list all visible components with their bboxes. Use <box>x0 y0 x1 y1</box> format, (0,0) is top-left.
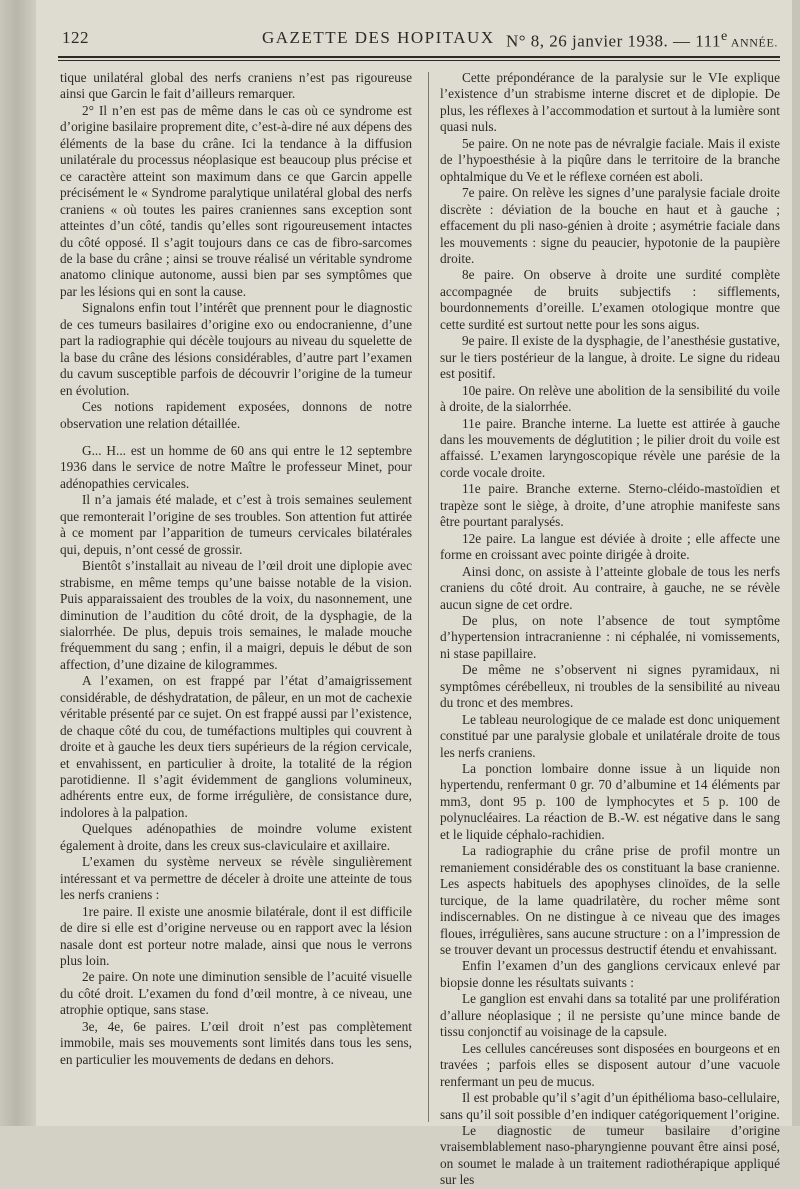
paragraph: A l’examen, on est frappé par l’état d’amaigrissement considérable, de déshydratation, de pâleur, en un mot de cachexie véritable présenté par ce sujet. On est frappé aussi par l’existence, de chaque côté du cou, de tuméfactions multiples qui couvrent à droite et à gauche les deux tiers supérieurs de la région cervicale, et envahissent, en particulier à droite, la totalité de la région parotidienne. Il s’agit évidemment de ganglions volumineux, adhérents entre eux, de forme irrégulière, de consistance dure, indolores à la palpation. <box>60 673 412 820</box>
paragraph: 8e paire. On observe à droite une surdité complète accompagnée de bruits subjectifs : sifflements, bourdonnements d’oreille. L’examen otologique montre que cette surdité est surtout nette pour les sons aigus. <box>440 267 780 332</box>
paragraph: Bientôt s’installait au niveau de l’œil droit une diplopie avec strabisme, en même temps qu’une baisse notable de la vision. Puis apparaissaient des troubles de la voix, du nasonnement, une diminution de l’audition du côté droit, de la dysphagie, de la sialorrhée. De plus, depuis trois semaines, le malade mouche fréquemment du sang ; enfin, il a maigri, depuis le début de son affection, d’une dizaine de kilogrammes. <box>60 558 412 672</box>
paragraph: 3e, 4e, 6e paires. L’œil droit n’est pas complètement immobile, mais ses mouvements sont limités dans tous les sens, en particulier les mouvements de dedans en dehors. <box>60 1018 412 1067</box>
paragraph: Quelques adénopathies de moindre volume existent également à droite, dans les creux sus-claviculaire et axillaire. <box>60 821 412 853</box>
paragraph: 5e paire. On ne note pas de névralgie faciale. Mais il existe de l’hypoesthésie à la piqûre dans le territoire de la branche ophtalmique du Ve et le réflexe cornéen est aboli. <box>440 135 780 184</box>
paragraph: 2° Il n’en est pas de même dans le cas où ce syndrome est d’origine basilaire proprement dite, c’est-à-dire né aux dépens des éléments de la base du crâne. Ici la tendance à la diffusion unilatérale du processus néoplasique est beaucoup plus précise et ce caractère atteint son maximum dans ce que Garcin appelle précisément le « Syndrome paralytique unilatéral global des nerfs craniens « où toutes les paires craniennes sans exception sont atteintes d’un côté, tandis qu’elles sont rigoureusement intactes du côté opposé. Il s’agit toujours dans ce cas de fibro-sarcomes de la base du crâne ; ainsi se trouve réalisé un véritable syndrome anatomo clinique autonome, aussi bien par ses symptômes que par les lésions qui en sont la cause. <box>60 102 412 299</box>
issue-ordinal: e <box>721 28 728 44</box>
paragraph: 7e paire. On relève les signes d’une paralysie faciale droite discrète : déviation de la bouche en haut et à gauche ; effacement du pli naso-génien à droite ; asymétrie faciale dans les mouvements : signe du peaucier, hypotonie de la paupière droite. <box>440 185 780 266</box>
journal-title: GAZETTE DES HOPITAUX <box>262 28 495 47</box>
paragraph: Il est probable qu’il s’agit d’un épithélioma baso-cellulaire, sans qu’il soit possible d’en indiquer catégoriquement l’origine. <box>440 1090 780 1122</box>
paragraph: 11e paire. Branche externe. Sterno-cléido-mastoïdien et trapèze sont le siège, à droite, d’une atrophie manifeste sans être pourtant paralysés. <box>440 481 780 530</box>
left-column <box>60 70 412 1068</box>
page-right-edge <box>792 0 800 1126</box>
paragraph: Signalons enfin tout l’intérêt que prennent pour le diagnostic de ces tumeurs basilaires d’origine exo ou endocranienne, d’une part la radiographie qui décèle toujours au niveau du squelette de la base du crâne des lésions considérables, d’autre part l’examen du cavum susceptible parfois de découvrir l’origine de la tumeur en évolution. <box>60 300 412 398</box>
paragraph: 11e paire. Branche interne. La luette est attirée à gauche dans les mouvements de déglutition ; le pilier droit du voile est affaissé. L’examen laryngoscopique révèle une parésie de la corde vocale droite. <box>440 415 780 480</box>
paragraph: 9e paire. Il existe de la dysphagie, de l’anesthésie gustative, sur le tiers postérieur de la langue, à droite. Le signe du rideau est positif. <box>440 333 780 382</box>
page-number: 122 <box>62 28 89 47</box>
column-divider <box>428 72 429 1122</box>
right-column <box>440 70 780 1189</box>
paragraph: De même ne s’observent ni signes pyramidaux, ni symptômes cérébelleux, ni troubles de la sensibilité au niveau du tronc et des membres. <box>440 662 780 711</box>
paragraph: L’examen du système nerveux se révèle singulièrement intéressant et va permettre de déceler à droite une atteinte de tous les nerfs craniens : <box>60 854 412 903</box>
paragraph: Le diagnostic de tumeur basilaire d’origine vraisemblablement naso-pharyngienne pouvant être ainsi posé, on soumet le malade à un traitement radiothérapique appliqué sur les <box>440 1123 780 1188</box>
page-binding-edge <box>0 0 36 1126</box>
header-rule-thick <box>58 56 780 58</box>
paragraph: Ainsi donc, on assiste à l’atteinte globale de tous les nerfs craniens du côté droit. Au contraire, à gauche, ne se révèle aucun signe de cet ordre. <box>440 563 780 612</box>
header-rule-thin <box>58 60 780 61</box>
paragraph: G... H... est un homme de 60 ans qui entre le 12 septembre 1936 dans le service de notre Maître le professeur Minet, pour adénopathies cervicales. <box>60 442 412 491</box>
issue-year-label: ANNÉE. <box>727 35 778 50</box>
paragraph: Enfin l’examen d’un des ganglions cervicaux enlevé par biopsie donne les résultats suivants : <box>440 958 780 990</box>
paragraph: 2e paire. On note une diminution sensible de l’acuité visuelle du côté droit. L’examen du fond d’œil montre, à ce niveau, une atrophie optique, sans stase. <box>60 969 412 1018</box>
paragraph: De plus, on note l’absence de tout symptôme d’hypertension intracranienne : ni céphalée, ni vomissements, ni stase papillaire. <box>440 612 780 661</box>
paragraph: 10e paire. On relève une abolition de la sensibilité du voile à droite, de la sialorrhée. <box>440 382 780 415</box>
paragraph: Le tableau neurologique de ce malade est donc uniquement constitué par une paralysie globale et unilatérale droite de tous les nerfs craniens. <box>440 711 780 760</box>
paragraph: 1re paire. Il existe une anosmie bilatérale, dont il est difficile de dire si elle est d’origine nerveuse ou en rapport avec la lésion nasale dont est porteur notre malade, ainsi que nous le verrons plus loin. <box>60 903 412 969</box>
paragraph: Les cellules cancéreuses sont disposées en bourgeons et en travées ; parfois elles se disposent autour d’une vacuole renfermant un peu de mucus. <box>440 1040 780 1089</box>
issue-date: N° 8, 26 janvier 1938. — 111 <box>505 31 721 51</box>
issue-line <box>506 28 778 52</box>
paragraph: La radiographie du crâne prise de profil montre un remaniement considérable des os constituant la base cranienne. Les aspects habituels des apophyses clinoïdes, de la selle turcique, de la lame quadrilatère, du rocher même sont indiscernables. On ne distingue à ce niveau que des images floues, irrégulières, sans aucune structure : on a l’impression de se trouver devant un processus destructif étendu et envahissant. <box>440 843 780 958</box>
paragraph: 12e paire. La langue est déviée à droite ; elle affecte une forme en croissant avec pointe dirigée à droite. <box>440 530 780 563</box>
paragraph: Il n’a jamais été malade, et c’est à trois semaines seulement que remonterait l’origine de ses troubles. Son attention fut attirée à ce moment par l’apparition de tumeurs cervicales bilatérales qui, depuis, n’ont cessé de grossir. <box>60 492 412 557</box>
paragraph: Ces notions rapidement exposées, donnons de notre observation une relation détaillée. <box>60 399 412 431</box>
paragraph: tique unilatéral global des nerfs craniens n’est pas rigoureuse ainsi que Garcin le fait d’ailleurs remarquer. <box>60 70 412 102</box>
paragraph: Cette prépondérance de la paralysie sur le VIe explique l’existence d’un strabisme interne discret et de diplopie. De plus, les réflexes à l’accommodation et surtout à la lumière sont quasi nuls. <box>440 70 780 135</box>
paragraph: La ponction lombaire donne issue à un liquide non hypertendu, renfermant 0 gr. 70 d’albumine et 14 éléments par mm3, dont 95 p. 100 de lymphocytes et 5 p. 100 de polynucléaires. La réaction de B.-W. est négative dans le sang et le liquide céphalo-rachidien. <box>440 761 780 842</box>
page-header <box>62 28 778 54</box>
paragraph: Le ganglion est envahi dans sa totalité par une prolifération d’allure néoplasique ; il ne persiste qu’une mince bande de tissu conjonctif au voisinage de la capsule. <box>440 991 780 1040</box>
